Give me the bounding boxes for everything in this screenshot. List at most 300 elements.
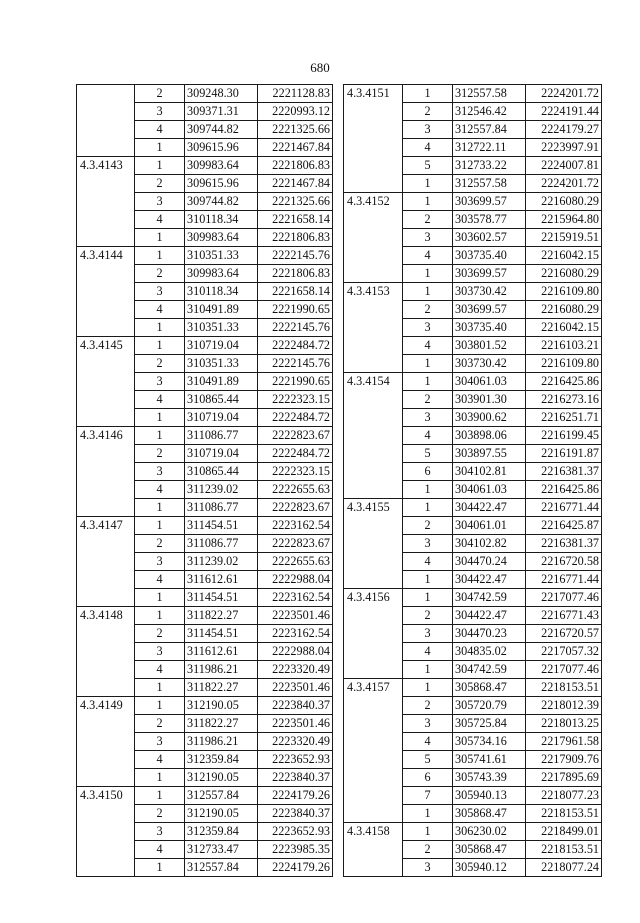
point-number-cell: 3 — [135, 463, 185, 481]
y-coordinate-cell: 2224201.72 — [526, 85, 602, 103]
point-number-cell: 1 — [135, 157, 185, 175]
x-coordinate-cell: 311086.77 — [185, 499, 258, 517]
point-number-cell: 3 — [135, 553, 185, 571]
point-number-cell: 1 — [403, 499, 453, 517]
point-number-cell: 5 — [403, 157, 453, 175]
y-coordinate-cell: 2218499.01 — [526, 823, 602, 841]
y-coordinate-cell: 2223501.46 — [258, 715, 333, 733]
point-number-cell: 2 — [403, 211, 453, 229]
x-coordinate-cell: 311454.51 — [185, 589, 258, 607]
point-number-cell: 1 — [135, 787, 185, 805]
y-coordinate-cell: 2224007.81 — [526, 157, 602, 175]
coordinate-table-right — [343, 84, 602, 877]
y-coordinate-cell: 2216425.86 — [526, 373, 602, 391]
y-coordinate-cell: 2216103.21 — [526, 337, 602, 355]
y-coordinate-cell: 2218153.51 — [526, 805, 602, 823]
y-coordinate-cell: 2221806.83 — [258, 157, 333, 175]
point-number-cell: 4 — [403, 337, 453, 355]
x-coordinate-cell: 309983.64 — [185, 265, 258, 283]
point-number-cell: 1 — [135, 247, 185, 265]
x-coordinate-cell: 311986.21 — [185, 733, 258, 751]
y-coordinate-cell: 2216109.80 — [526, 283, 602, 301]
parcel-id-cell: 4.3.4150 — [77, 787, 135, 877]
x-coordinate-cell: 311454.51 — [185, 625, 258, 643]
point-number-cell: 1 — [135, 769, 185, 787]
x-coordinate-cell: 304422.47 — [453, 571, 526, 589]
point-number-cell: 1 — [403, 571, 453, 589]
x-coordinate-cell: 310351.33 — [185, 319, 258, 337]
point-number-cell: 4 — [135, 661, 185, 679]
x-coordinate-cell: 311822.27 — [185, 607, 258, 625]
point-number-cell: 2 — [135, 625, 185, 643]
x-coordinate-cell: 309615.96 — [185, 175, 258, 193]
parcel-id-cell: 4.3.4143 — [77, 157, 135, 247]
table-row — [344, 193, 602, 211]
point-number-cell: 2 — [135, 265, 185, 283]
x-coordinate-cell: 304102.82 — [453, 535, 526, 553]
point-number-cell: 1 — [135, 427, 185, 445]
y-coordinate-cell: 2218077.24 — [526, 859, 602, 877]
y-coordinate-cell: 2224179.27 — [526, 121, 602, 139]
y-coordinate-cell: 2222145.76 — [258, 355, 333, 373]
y-coordinate-cell: 2222655.63 — [258, 481, 333, 499]
y-coordinate-cell: 2222823.67 — [258, 499, 333, 517]
table-row — [344, 373, 602, 391]
x-coordinate-cell: 312190.05 — [185, 697, 258, 715]
x-coordinate-cell: 304422.47 — [453, 499, 526, 517]
y-coordinate-cell: 2217909.76 — [526, 751, 602, 769]
point-number-cell: 1 — [403, 679, 453, 697]
y-coordinate-cell: 2222655.63 — [258, 553, 333, 571]
y-coordinate-cell: 2222988.04 — [258, 643, 333, 661]
point-number-cell: 3 — [403, 859, 453, 877]
x-coordinate-cell: 312190.05 — [185, 769, 258, 787]
x-coordinate-cell: 303897.55 — [453, 445, 526, 463]
y-coordinate-cell: 2224179.26 — [258, 859, 333, 877]
point-number-cell: 1 — [135, 409, 185, 427]
point-number-cell: 4 — [135, 121, 185, 139]
parcel-id-cell: 4.3.4152 — [344, 193, 403, 283]
y-coordinate-cell: 2221990.65 — [258, 301, 333, 319]
y-coordinate-cell: 2221658.14 — [258, 283, 333, 301]
x-coordinate-cell: 303730.42 — [453, 355, 526, 373]
y-coordinate-cell: 2222823.67 — [258, 535, 333, 553]
x-coordinate-cell: 305725.84 — [453, 715, 526, 733]
y-coordinate-cell: 2222484.72 — [258, 409, 333, 427]
x-coordinate-cell: 310351.33 — [185, 355, 258, 373]
y-coordinate-cell: 2221325.66 — [258, 193, 333, 211]
y-coordinate-cell: 2218153.51 — [526, 679, 602, 697]
x-coordinate-cell: 309744.82 — [185, 193, 258, 211]
x-coordinate-cell: 312733.47 — [185, 841, 258, 859]
y-coordinate-cell: 2223320.49 — [258, 733, 333, 751]
y-coordinate-cell: 2217895.69 — [526, 769, 602, 787]
point-number-cell: 2 — [135, 355, 185, 373]
y-coordinate-cell: 2216109.80 — [526, 355, 602, 373]
x-coordinate-cell: 311612.61 — [185, 571, 258, 589]
x-coordinate-cell: 311239.02 — [185, 481, 258, 499]
y-coordinate-cell: 2217057.32 — [526, 643, 602, 661]
table-row — [77, 247, 333, 265]
coordinate-table-left — [76, 84, 333, 877]
parcel-id-cell: 4.3.4155 — [344, 499, 403, 589]
page-number: 680 — [310, 60, 330, 75]
x-coordinate-cell: 310719.04 — [185, 445, 258, 463]
x-coordinate-cell: 311454.51 — [185, 517, 258, 535]
y-coordinate-cell: 2217077.46 — [526, 589, 602, 607]
x-coordinate-cell: 303898.06 — [453, 427, 526, 445]
point-number-cell: 2 — [135, 535, 185, 553]
y-coordinate-cell: 2216720.58 — [526, 553, 602, 571]
point-number-cell: 1 — [135, 517, 185, 535]
y-coordinate-cell: 2221806.83 — [258, 229, 333, 247]
y-coordinate-cell: 2223162.54 — [258, 517, 333, 535]
x-coordinate-cell: 303801.52 — [453, 337, 526, 355]
y-coordinate-cell: 2218077.23 — [526, 787, 602, 805]
x-coordinate-cell: 303602.57 — [453, 229, 526, 247]
x-coordinate-cell: 311612.61 — [185, 643, 258, 661]
y-coordinate-cell: 2216425.87 — [526, 517, 602, 535]
y-coordinate-cell: 2222145.76 — [258, 247, 333, 265]
point-number-cell: 2 — [135, 85, 185, 103]
x-coordinate-cell: 311239.02 — [185, 553, 258, 571]
parcel-id-cell: 4.3.4151 — [344, 85, 403, 193]
x-coordinate-cell: 310491.89 — [185, 373, 258, 391]
point-number-cell: 1 — [135, 337, 185, 355]
y-coordinate-cell: 2216042.15 — [526, 247, 602, 265]
point-number-cell: 1 — [403, 661, 453, 679]
y-coordinate-cell: 2221990.65 — [258, 373, 333, 391]
x-coordinate-cell: 305868.47 — [453, 841, 526, 859]
x-coordinate-cell: 304061.03 — [453, 373, 526, 391]
point-number-cell: 2 — [135, 805, 185, 823]
y-coordinate-cell: 2220993.12 — [258, 103, 333, 121]
point-number-cell: 3 — [135, 283, 185, 301]
point-number-cell: 2 — [135, 715, 185, 733]
x-coordinate-cell: 304422.47 — [453, 607, 526, 625]
x-coordinate-cell: 312546.42 — [453, 103, 526, 121]
point-number-cell: 3 — [403, 535, 453, 553]
x-coordinate-cell: 311986.21 — [185, 661, 258, 679]
y-coordinate-cell: 2221467.84 — [258, 175, 333, 193]
point-number-cell: 4 — [135, 211, 185, 229]
x-coordinate-cell: 309983.64 — [185, 229, 258, 247]
table-row — [77, 697, 333, 715]
point-number-cell: 1 — [403, 175, 453, 193]
x-coordinate-cell: 309983.64 — [185, 157, 258, 175]
point-number-cell: 2 — [135, 445, 185, 463]
point-number-cell: 3 — [135, 733, 185, 751]
y-coordinate-cell: 2216425.86 — [526, 481, 602, 499]
y-coordinate-cell: 2218012.39 — [526, 697, 602, 715]
table-row — [77, 517, 333, 535]
y-coordinate-cell: 2223652.93 — [258, 823, 333, 841]
parcel-id-cell: 4.3.4147 — [77, 517, 135, 607]
y-coordinate-cell: 2223985.35 — [258, 841, 333, 859]
x-coordinate-cell: 310118.34 — [185, 283, 258, 301]
x-coordinate-cell: 304742.59 — [453, 589, 526, 607]
y-coordinate-cell: 2224179.26 — [258, 787, 333, 805]
x-coordinate-cell: 309744.82 — [185, 121, 258, 139]
point-number-cell: 3 — [403, 121, 453, 139]
table-row — [344, 283, 602, 301]
x-coordinate-cell: 310865.44 — [185, 463, 258, 481]
point-number-cell: 3 — [135, 823, 185, 841]
point-number-cell: 4 — [403, 139, 453, 157]
y-coordinate-cell: 2216199.45 — [526, 427, 602, 445]
y-coordinate-cell: 2222823.67 — [258, 427, 333, 445]
point-number-cell: 1 — [403, 193, 453, 211]
point-number-cell: 3 — [403, 715, 453, 733]
y-coordinate-cell: 2222484.72 — [258, 337, 333, 355]
x-coordinate-cell: 311822.27 — [185, 679, 258, 697]
x-coordinate-cell: 305743.39 — [453, 769, 526, 787]
point-number-cell: 3 — [403, 409, 453, 427]
y-coordinate-cell: 2218013.25 — [526, 715, 602, 733]
point-number-cell: 5 — [403, 445, 453, 463]
y-coordinate-cell: 2216251.71 — [526, 409, 602, 427]
parcel-id-cell: 4.3.4148 — [77, 607, 135, 697]
table-row — [344, 679, 602, 697]
y-coordinate-cell: 2218153.51 — [526, 841, 602, 859]
point-number-cell: 6 — [403, 769, 453, 787]
parcel-id-cell: 4.3.4157 — [344, 679, 403, 823]
point-number-cell: 3 — [403, 319, 453, 337]
table-row — [344, 589, 602, 607]
x-coordinate-cell: 312557.58 — [453, 85, 526, 103]
parcel-id-cell: 4.3.4149 — [77, 697, 135, 787]
x-coordinate-cell: 312722.11 — [453, 139, 526, 157]
point-number-cell: 2 — [403, 301, 453, 319]
x-coordinate-cell: 304835.02 — [453, 643, 526, 661]
x-coordinate-cell: 312557.58 — [453, 175, 526, 193]
y-coordinate-cell: 2221325.66 — [258, 121, 333, 139]
y-coordinate-cell: 2217077.46 — [526, 661, 602, 679]
point-number-cell: 1 — [403, 85, 453, 103]
x-coordinate-cell: 311822.27 — [185, 715, 258, 733]
x-coordinate-cell: 310865.44 — [185, 391, 258, 409]
y-coordinate-cell: 2222323.15 — [258, 463, 333, 481]
y-coordinate-cell: 2216080.29 — [526, 301, 602, 319]
point-number-cell: 1 — [403, 283, 453, 301]
point-number-cell: 1 — [403, 823, 453, 841]
table-row — [77, 787, 333, 805]
y-coordinate-cell: 2216273.16 — [526, 391, 602, 409]
point-number-cell: 4 — [403, 247, 453, 265]
x-coordinate-cell: 311086.77 — [185, 535, 258, 553]
x-coordinate-cell: 305940.13 — [453, 787, 526, 805]
point-number-cell: 2 — [403, 517, 453, 535]
y-coordinate-cell: 2216771.44 — [526, 571, 602, 589]
y-coordinate-cell: 2223501.46 — [258, 679, 333, 697]
x-coordinate-cell: 312557.84 — [453, 121, 526, 139]
point-number-cell: 1 — [135, 859, 185, 877]
point-number-cell: 1 — [135, 319, 185, 337]
point-number-cell: 4 — [403, 643, 453, 661]
y-coordinate-cell: 2216720.57 — [526, 625, 602, 643]
x-coordinate-cell: 304102.81 — [453, 463, 526, 481]
x-coordinate-cell: 304061.03 — [453, 481, 526, 499]
x-coordinate-cell: 312359.84 — [185, 823, 258, 841]
point-number-cell: 1 — [403, 355, 453, 373]
point-number-cell: 3 — [403, 625, 453, 643]
point-number-cell: 2 — [135, 175, 185, 193]
point-number-cell: 4 — [135, 301, 185, 319]
x-coordinate-cell: 312190.05 — [185, 805, 258, 823]
point-number-cell: 3 — [135, 373, 185, 391]
x-coordinate-cell: 304061.01 — [453, 517, 526, 535]
y-coordinate-cell: 2216381.37 — [526, 535, 602, 553]
y-coordinate-cell: 2216771.43 — [526, 607, 602, 625]
table-row — [344, 499, 602, 517]
x-coordinate-cell: 305720.79 — [453, 697, 526, 715]
point-number-cell: 4 — [135, 391, 185, 409]
point-number-cell: 1 — [403, 373, 453, 391]
x-coordinate-cell: 312557.84 — [185, 859, 258, 877]
x-coordinate-cell: 303699.57 — [453, 301, 526, 319]
point-number-cell: 3 — [403, 229, 453, 247]
x-coordinate-cell: 303699.57 — [453, 193, 526, 211]
parcel-id-cell: 4.3.4156 — [344, 589, 403, 679]
y-coordinate-cell: 2215964.80 — [526, 211, 602, 229]
point-number-cell: 4 — [135, 841, 185, 859]
x-coordinate-cell: 312359.84 — [185, 751, 258, 769]
x-coordinate-cell: 310118.34 — [185, 211, 258, 229]
y-coordinate-cell: 2216080.29 — [526, 193, 602, 211]
point-number-cell: 2 — [403, 697, 453, 715]
point-number-cell: 5 — [403, 751, 453, 769]
point-number-cell: 1 — [403, 589, 453, 607]
y-coordinate-cell: 2222484.72 — [258, 445, 333, 463]
y-coordinate-cell: 2224191.44 — [526, 103, 602, 121]
y-coordinate-cell: 2222323.15 — [258, 391, 333, 409]
table-row — [77, 337, 333, 355]
parcel-id-cell: 4.3.4153 — [344, 283, 403, 373]
point-number-cell: 1 — [403, 481, 453, 499]
y-coordinate-cell: 2223997.91 — [526, 139, 602, 157]
x-coordinate-cell: 310719.04 — [185, 337, 258, 355]
y-coordinate-cell: 2222988.04 — [258, 571, 333, 589]
x-coordinate-cell: 310491.89 — [185, 301, 258, 319]
point-number-cell: 1 — [135, 229, 185, 247]
x-coordinate-cell: 310719.04 — [185, 409, 258, 427]
point-number-cell: 3 — [135, 103, 185, 121]
y-coordinate-cell: 2223840.37 — [258, 805, 333, 823]
x-coordinate-cell: 309615.96 — [185, 139, 258, 157]
y-coordinate-cell: 2223162.54 — [258, 625, 333, 643]
parcel-id-cell: 4.3.4145 — [77, 337, 135, 427]
x-coordinate-cell: 309248.30 — [185, 85, 258, 103]
y-coordinate-cell: 2224201.72 — [526, 175, 602, 193]
y-coordinate-cell: 2223652.93 — [258, 751, 333, 769]
y-coordinate-cell: 2223840.37 — [258, 769, 333, 787]
parcel-id-cell: 4.3.4144 — [77, 247, 135, 337]
x-coordinate-cell: 303900.62 — [453, 409, 526, 427]
x-coordinate-cell: 312733.22 — [453, 157, 526, 175]
x-coordinate-cell: 312557.84 — [185, 787, 258, 805]
point-number-cell: 4 — [403, 553, 453, 571]
x-coordinate-cell: 304742.59 — [453, 661, 526, 679]
y-coordinate-cell: 2216042.15 — [526, 319, 602, 337]
y-coordinate-cell: 2221467.84 — [258, 139, 333, 157]
x-coordinate-cell: 310351.33 — [185, 247, 258, 265]
x-coordinate-cell: 303735.40 — [453, 247, 526, 265]
y-coordinate-cell: 2216381.37 — [526, 463, 602, 481]
point-number-cell: 4 — [403, 427, 453, 445]
point-number-cell: 4 — [135, 751, 185, 769]
y-coordinate-cell: 2223320.49 — [258, 661, 333, 679]
x-coordinate-cell: 303901.30 — [453, 391, 526, 409]
y-coordinate-cell: 2221806.83 — [258, 265, 333, 283]
y-coordinate-cell: 2223501.46 — [258, 607, 333, 625]
y-coordinate-cell: 2216080.29 — [526, 265, 602, 283]
point-number-cell: 2 — [403, 841, 453, 859]
point-number-cell: 1 — [135, 499, 185, 517]
parcel-id-cell: 4.3.4146 — [77, 427, 135, 517]
x-coordinate-cell: 303699.57 — [453, 265, 526, 283]
table-row — [77, 607, 333, 625]
x-coordinate-cell: 304470.23 — [453, 625, 526, 643]
x-coordinate-cell: 303730.42 — [453, 283, 526, 301]
x-coordinate-cell: 305741.61 — [453, 751, 526, 769]
y-coordinate-cell: 2216191.87 — [526, 445, 602, 463]
y-coordinate-cell: 2222145.76 — [258, 319, 333, 337]
x-coordinate-cell: 305868.47 — [453, 805, 526, 823]
point-number-cell: 1 — [135, 589, 185, 607]
point-number-cell: 2 — [403, 607, 453, 625]
point-number-cell: 1 — [403, 265, 453, 283]
x-coordinate-cell: 305734.16 — [453, 733, 526, 751]
x-coordinate-cell: 311086.77 — [185, 427, 258, 445]
x-coordinate-cell: 305940.12 — [453, 859, 526, 877]
y-coordinate-cell: 2223840.37 — [258, 697, 333, 715]
table-row — [77, 85, 333, 103]
point-number-cell: 1 — [135, 697, 185, 715]
x-coordinate-cell: 306230.02 — [453, 823, 526, 841]
x-coordinate-cell: 304470.24 — [453, 553, 526, 571]
point-number-cell: 2 — [403, 103, 453, 121]
point-number-cell: 3 — [135, 643, 185, 661]
x-coordinate-cell: 303578.77 — [453, 211, 526, 229]
point-number-cell: 6 — [403, 463, 453, 481]
y-coordinate-cell: 2223162.54 — [258, 589, 333, 607]
point-number-cell: 2 — [403, 391, 453, 409]
point-number-cell: 4 — [135, 571, 185, 589]
parcel-id-cell — [77, 85, 135, 157]
table-row — [344, 85, 602, 103]
y-coordinate-cell: 2221128.83 — [258, 85, 333, 103]
y-coordinate-cell: 2216771.44 — [526, 499, 602, 517]
point-number-cell: 4 — [403, 733, 453, 751]
point-number-cell: 1 — [135, 679, 185, 697]
point-number-cell: 1 — [403, 805, 453, 823]
parcel-id-cell: 4.3.4154 — [344, 373, 403, 499]
table-row — [77, 427, 333, 445]
table-row — [344, 823, 602, 841]
point-number-cell: 1 — [135, 139, 185, 157]
x-coordinate-cell: 305868.47 — [453, 679, 526, 697]
y-coordinate-cell: 2217961.58 — [526, 733, 602, 751]
point-number-cell: 1 — [135, 607, 185, 625]
point-number-cell: 7 — [403, 787, 453, 805]
y-coordinate-cell: 2215919.51 — [526, 229, 602, 247]
x-coordinate-cell: 309371.31 — [185, 103, 258, 121]
y-coordinate-cell: 2221658.14 — [258, 211, 333, 229]
parcel-id-cell: 4.3.4158 — [344, 823, 403, 877]
table-row — [77, 157, 333, 175]
point-number-cell: 4 — [135, 481, 185, 499]
point-number-cell: 3 — [135, 193, 185, 211]
